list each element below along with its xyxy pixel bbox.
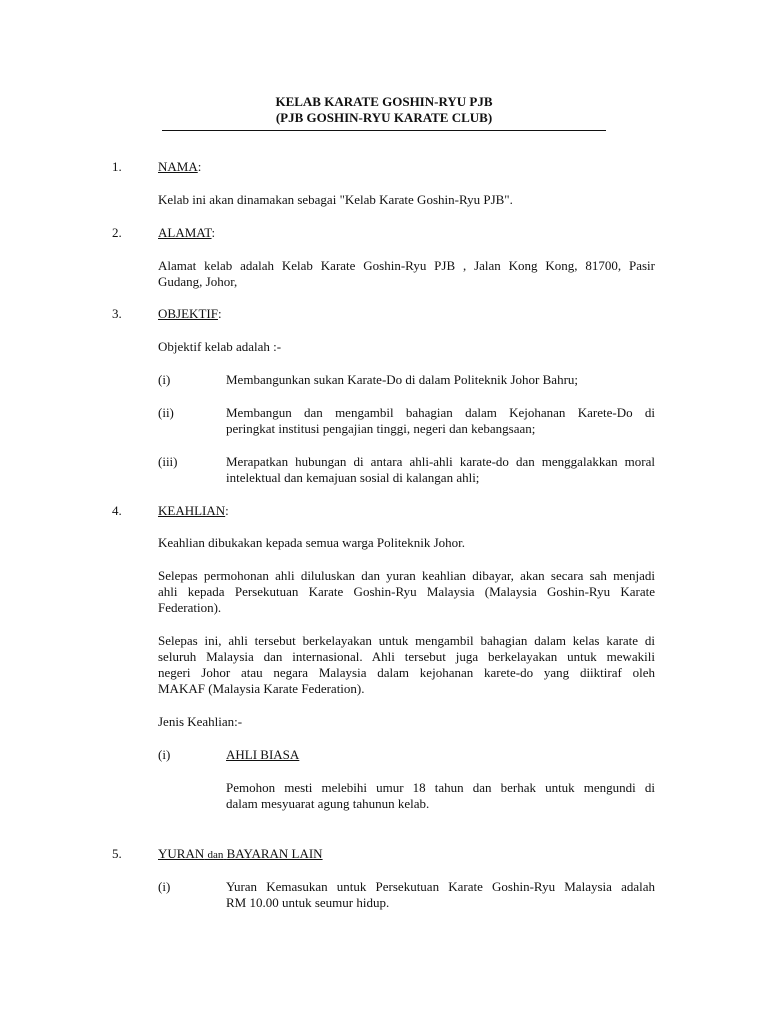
- fee-1-line-2: RM 10.00 untuk seumur hidup.: [226, 895, 390, 910]
- membership-type-1-line-1: Pemohon mesti melebihi umur 18 tahun dan berhak untuk mengundi di: [226, 780, 655, 795]
- objective-1-line-1: Membangunkan sukan Karate-Do di dalam Politeknik Johor Bahru;: [226, 372, 579, 387]
- section-5-heading-part-1: YURAN: [158, 846, 205, 861]
- fee-1-number: (i): [158, 879, 171, 894]
- membership-paragraph-3-line-3: negeri Johor atau negara Malaysia dalam kejohanan karete-do yang diiktiraf oleh: [158, 665, 655, 680]
- membership-paragraph-2-line-1: Selepas permohonan ahli diluluskan dan yuran keahlian dibayar, akan secara sah menjadi: [158, 568, 655, 583]
- document-title: KELAB KARATE GOSHIN-RYU PJB: [275, 94, 493, 109]
- membership-types-label: Jenis Keahlian:-: [158, 714, 243, 729]
- objective-2-number: (ii): [158, 405, 174, 420]
- membership-paragraph-3-line-2: seluruh Malaysia dan internasional. Ahli tersebut juga berkelayakan untuk mewakili: [158, 649, 655, 664]
- section-2-colon: :: [211, 225, 216, 240]
- section-2-number: 2.: [112, 225, 122, 240]
- document-subtitle: (PJB GOSHIN-RYU KARATE CLUB): [275, 110, 493, 125]
- section-4-colon: :: [225, 503, 229, 518]
- objective-2-line-2: peringkat institusi pengajian tinggi, negeri dan kebangsaan;: [226, 421, 536, 436]
- section-4-heading: KEAHLIAN: [158, 503, 226, 518]
- objective-2-line-1: Membangun dan mengambil bahagian dalam Kejohanan Karete-Do di: [226, 405, 655, 420]
- objective-1-number: (i): [158, 372, 171, 387]
- section-2-heading-wrap: [158, 225, 215, 241]
- membership-paragraph-2-line-2: ahli kepada Persekutuan Karate Goshin-Ryu Malaysia (Malaysia Goshin-Ryu Karate: [158, 584, 655, 599]
- section-1-text: Kelab ini akan dinamakan sebagai "Kelab Karate Goshin-Ryu PJB".: [158, 192, 513, 207]
- membership-type-1-number: (i): [158, 747, 171, 762]
- membership-type-1-line-2: dalam mesyuarat agung tahunun kelab.: [226, 796, 430, 811]
- fee-1-line-1: Yuran Kemasukan untuk Persekutuan Karate Goshin-Ryu Malaysia adalah: [226, 879, 655, 894]
- membership-paragraph-3-line-4: MAKAF (Malaysia Karate Federation).: [158, 681, 365, 696]
- section-4-heading-wrap: [158, 503, 229, 519]
- membership-paragraph-2-line-3: Federation).: [158, 600, 222, 615]
- section-2-heading: ALAMAT: [158, 225, 212, 240]
- section-4-number: 4.: [112, 503, 122, 518]
- section-3-heading: OBJEKTIF: [158, 306, 218, 321]
- objective-3-number: (iii): [158, 454, 178, 469]
- section-3-number: 3.: [112, 306, 122, 321]
- section-1-heading-wrap: [158, 159, 201, 175]
- section-3-colon: :: [217, 306, 222, 321]
- title-underline: [162, 130, 606, 131]
- section-1-number: 1.: [112, 159, 122, 174]
- membership-paragraph-1: Keahlian dibukakan kepada semua warga Politeknik Johor.: [158, 535, 465, 550]
- section-5-heading-dan: dan: [207, 849, 224, 861]
- objective-3-line-1: Merapatkan hubungan di antara ahli-ahli karate-do dan menggalakkan moral: [226, 454, 655, 469]
- objective-3-line-2: intelektual dan kemajuan sosial di kalangan ahli;: [226, 470, 480, 485]
- section-5-heading-part-2: BAYARAN LAIN: [226, 846, 323, 861]
- section-3-intro: Objektif kelab adalah :-: [158, 339, 282, 354]
- section-3-heading-wrap: [158, 306, 222, 322]
- section-5-number: 5.: [112, 846, 122, 861]
- section-5-heading: [158, 846, 323, 863]
- section-2-line-2: Gudang, Johor,: [158, 274, 238, 289]
- membership-type-1-heading: AHLI BIASA: [226, 747, 300, 762]
- section-1-colon: :: [197, 159, 202, 174]
- section-2-line-1: Alamat kelab adalah Kelab Karate Goshin-Ryu PJB , Jalan Kong Kong, 81700, Pasir: [158, 258, 655, 273]
- membership-paragraph-3-line-1: Selepas ini, ahli tersebut berkelayakan untuk mengambil bahagian dalam kelas karate di: [158, 633, 655, 648]
- section-1-heading: NAMA: [158, 159, 198, 174]
